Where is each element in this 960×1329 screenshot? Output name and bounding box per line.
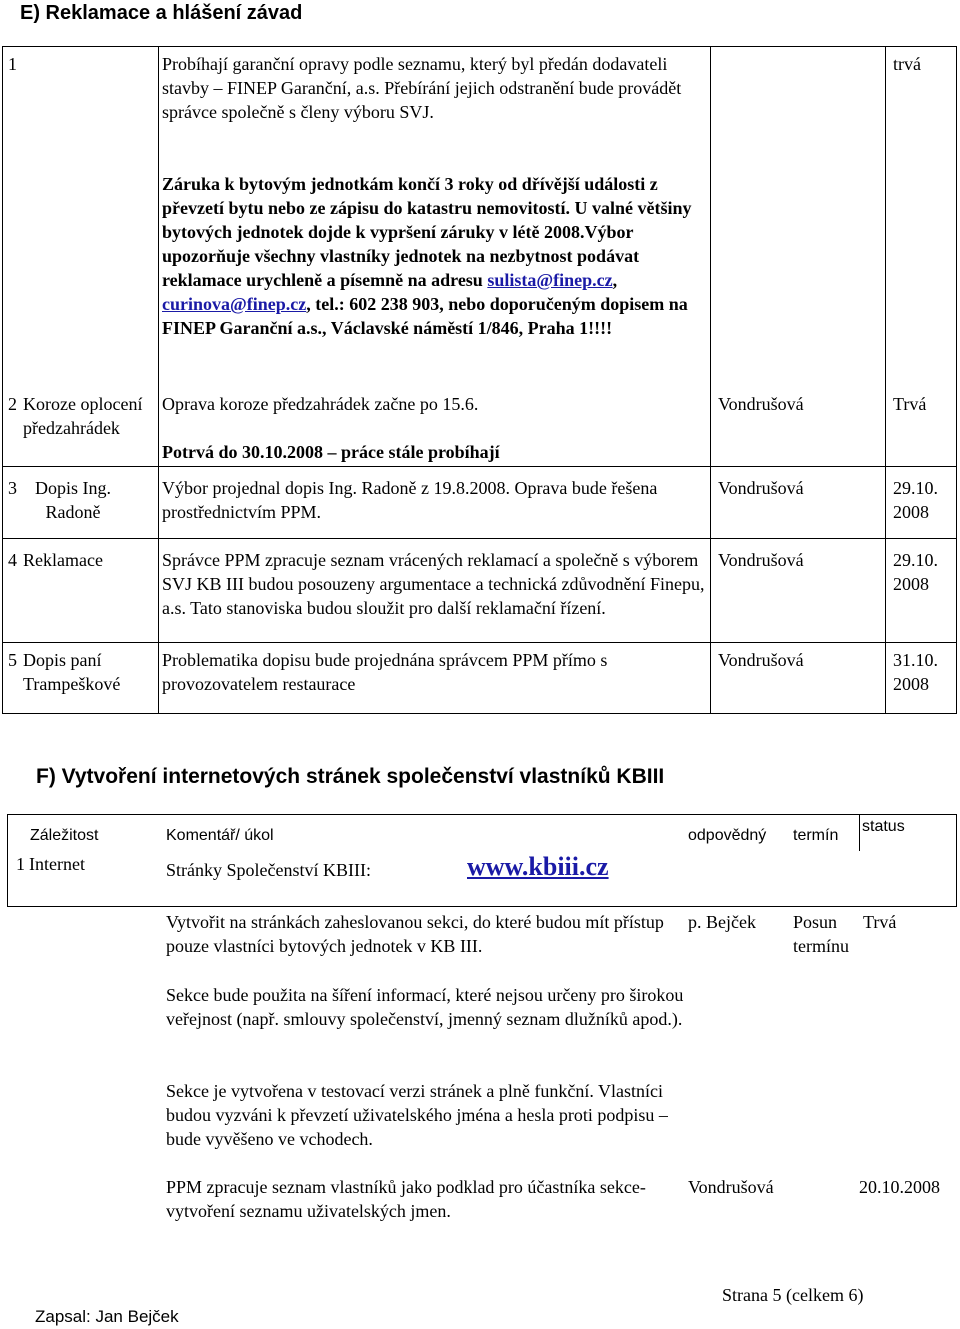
email-link-curinova[interactable]: curinova@finep.cz: [162, 294, 307, 314]
task-1-text: Vytvořit na stránkách zaheslovanou sekci, do které budou mít přístup pouze vlastníci bytových jednotek v KB III.: [166, 912, 664, 956]
task-1-responsible: p. Bejček: [688, 912, 756, 932]
row2-responsible: Vondrušová: [718, 394, 804, 414]
row2-description: Oprava koroze předzahrádek začne po 15.6.: [162, 394, 479, 414]
task-4-text: PPM zpracuje seznam vlastníků jako podklad pro účastníka sekce- vytvoření seznamu uživatelských jmen.: [166, 1177, 646, 1221]
row5-subject: Dopis paní Trampeškové: [23, 650, 121, 694]
row4-status: 29.10. 2008: [893, 550, 938, 594]
row2-status: Trvá: [893, 394, 927, 414]
section-e-title: E) Reklamace a hlášení závad: [20, 2, 303, 24]
row3-responsible: Vondrušová: [718, 478, 804, 498]
email-link-sulista[interactable]: sulista@finep.cz: [487, 270, 613, 290]
header-status: status: [862, 818, 905, 835]
row5-number: 5: [8, 650, 17, 670]
site-url-link[interactable]: www.kbiii.cz: [467, 852, 609, 881]
task-1-status: Trvá: [863, 912, 897, 932]
row4-number: 4: [8, 550, 17, 570]
header-responsible: odpovědný: [688, 827, 767, 844]
row5-responsible: Vondrušová: [718, 650, 804, 670]
row5-status: 31.10. 2008: [893, 650, 938, 694]
row1-description-intro: Probíhají garanční opravy podle seznamu, který byl předán dodavateli stavby – FINEP Garanční, a.s. Přebírání jejich odstranění bude provádět správce společně s členy výboru SVJ.: [162, 54, 682, 122]
row3-status: 29.10. 2008: [893, 478, 938, 522]
row4-description: Správce PPM zpracuje seznam vrácených reklamací a společně s výborem SVJ KB III budou posouzeny argumentace a technická zdůvodnění Finepu, a.s. Tato stanoviska budou sloužit pro další reklamační řízení.: [162, 550, 705, 618]
header-deadline: termín: [793, 827, 839, 844]
section-f-title: F) Vytvoření internetových stránek společenství vlastníků KBIII: [36, 765, 665, 788]
task-1-deadline: Posun termínu: [793, 912, 849, 956]
task-2-text: Sekce bude použita na šíření informací, které nejsou určeny pro širokou veřejnost (např. smlouvy společenství, jmenný seznam dlužníků apod.).: [166, 985, 684, 1029]
f-row1-subject: Internet: [29, 854, 85, 874]
row4-subject: Reklamace: [23, 550, 103, 570]
row5-description: Problematika dopisu bude projednána správcem PPM přímo s provozovatelem restaurace: [162, 650, 608, 694]
page-number: Strana 5 (celkem 6): [722, 1285, 864, 1305]
row3-description: Výbor projednal dopis Ing. Radoně z 19.8.2008. Oprava bude řešena prostřednictvím PPM.: [162, 478, 658, 522]
row4-responsible: Vondrušová: [718, 550, 804, 570]
row2-number: 2: [8, 394, 17, 414]
header-comment: Komentář/ úkol: [166, 827, 274, 844]
row3-subject: Dopis Ing. Radoně: [35, 478, 111, 522]
task-4-status: 20.10.2008: [859, 1177, 940, 1197]
header-subject: Záležitost: [30, 827, 99, 844]
row3-number: 3: [8, 478, 17, 498]
row1-status: trvá: [893, 54, 921, 74]
task-4-responsible: Vondrušová: [688, 1177, 774, 1197]
row1-warranty-notice: Záruka k bytovým jednotkám končí 3 roky od dřívější události z převzetí bytu nebo ze zápisu do katastru nemovitostí. U valné většiny bytových jednotek dojde k vypršení záruky v létě 2008.Výbor upozorňuje všechny vlastníky jednotek na nezbytnost podávat reklamace urychleně a písemně na adresu sulista@finep.cz, curinova@finep.cz, tel.: 602 238 903, nebo doporučeným dopisem na FINEP Garanční a.s., Václavské náměstí 1/846, Praha 1!!!!: [162, 174, 692, 338]
row1-number: 1: [8, 54, 17, 74]
f-row1-number: 1: [16, 854, 25, 874]
recorder: Zapsal: Jan Bejček: [35, 1307, 179, 1326]
site-label: Stránky Společenství KBIII:: [166, 860, 371, 880]
row2-subject: Koroze oplocení předzahrádek: [23, 394, 143, 438]
task-3-text: Sekce je vytvořena v testovací verzi stránek a plně funkční. Vlastníci budou vyzváni k převzetí uživatelského jména a hesla proti podpisu – bude vyvěšeno ve vchodech.: [166, 1081, 668, 1149]
row2-duration: Potrvá do 30.10.2008 – práce stále probíhají: [162, 442, 500, 462]
